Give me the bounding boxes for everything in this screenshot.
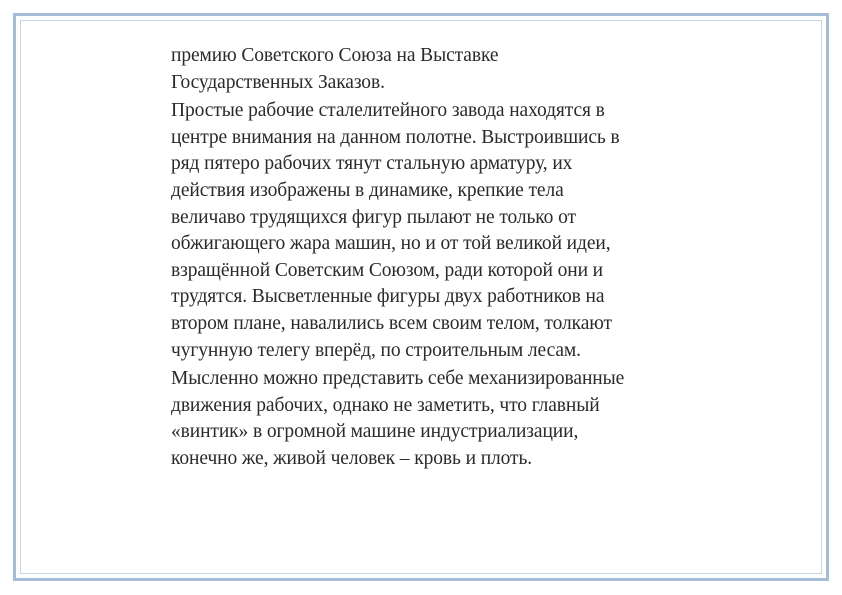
paragraph-2: Простые рабочие сталелитейного завода находятся в центре внимания на данном полотне. Выстроившись в ряд пятеро рабочих тянут стальную арматуру, их действия изображены в динамике, крепкие тела величаво трудящихся фигур пылают не только от обжигающего жара машин, но и от той великой идеи, взращённой Советским Союзом, ради которой они и трудятся. Высветленные фигуры двух работников на втором плане, навалились всем своим телом, толкают чугунную телегу вперёд, по строительным лесам. [171, 100, 620, 361]
paragraph-1: премию Советского Союза на Выставке Государственных Заказов. [171, 45, 499, 93]
paragraph-3: Мысленно можно представить себе механизированные движения рабочих, однако не заметить, что главный «винтик» в огромной машине индустриализации, конечно же, живой человек – кровь и плоть. [171, 368, 625, 469]
document-text [171, 43, 691, 473]
